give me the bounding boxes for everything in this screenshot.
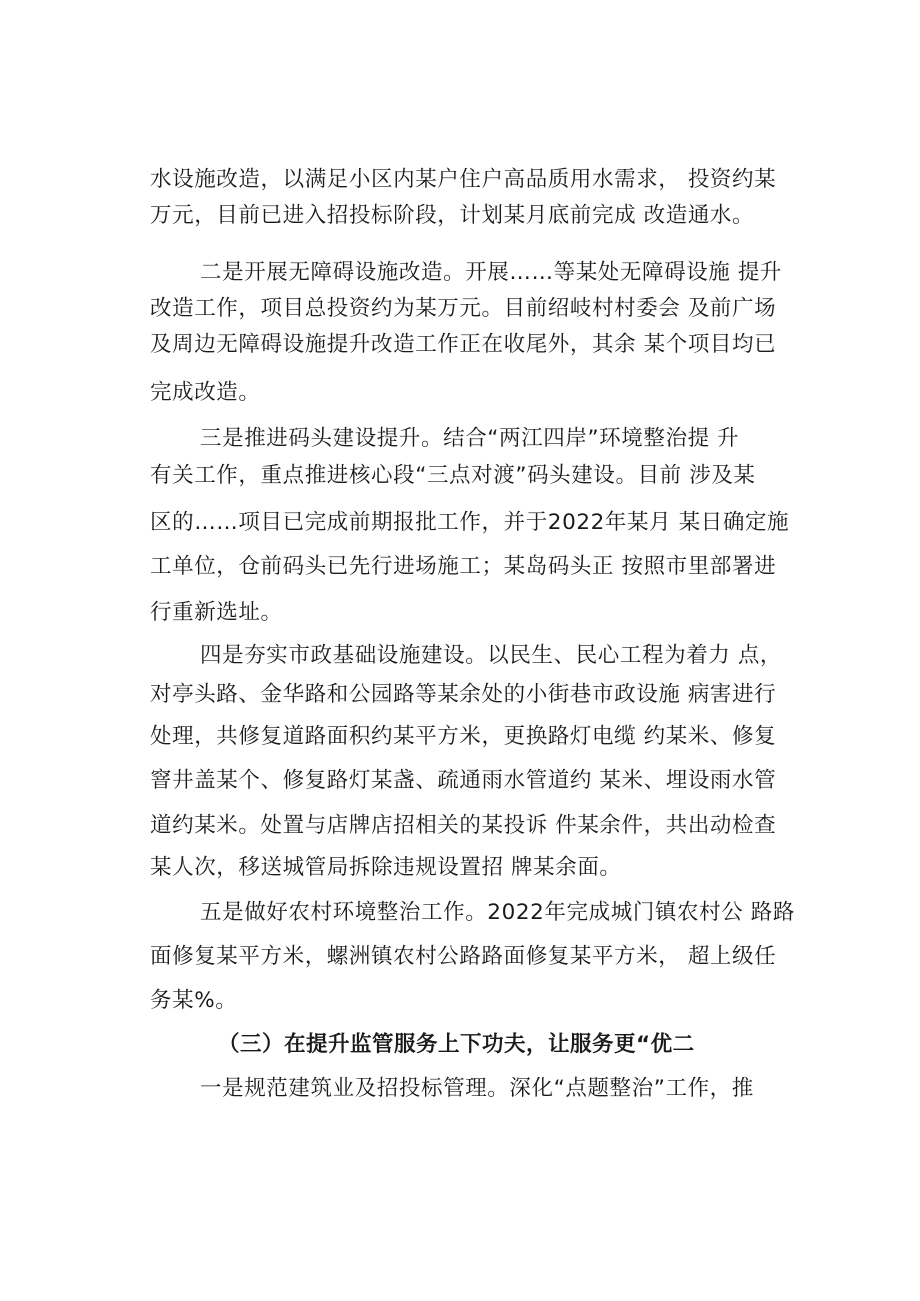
- text-line: 处理，共修复道路面积约某平方米，更换路灯电缆 约某米、修复: [150, 724, 777, 749]
- text-line: 道约某米。处置与店牌店招相关的某投诉 件某余件，共出动检查: [150, 813, 777, 838]
- text-line: 完成改造。: [150, 380, 261, 405]
- text-line: 改造工作，项目总投资约为某万元。目前绍岐村村委会 及前广场: [150, 296, 777, 321]
- paragraph-start-line: 一是规范建筑业及招投标管理。深化“点题整治”工作，推: [200, 1076, 754, 1101]
- text-line: 万元，目前已进入招投标阶段，计划某月底前完成 改造通水。: [150, 203, 755, 228]
- text-line: 区的……项目已完成前期报批工作，并于2022年某月 某日确定施: [150, 510, 790, 535]
- text-line: 水设施改造，以满足小区内某户住户高品质用水需求， 投资约某: [150, 167, 777, 192]
- text-line: 有关工作，重点推进核心段“三点对渡”码头建设。目前 涉及某: [150, 463, 756, 488]
- text-line: 窨井盖某个、修复路灯某盏、疏通雨水管道约 某米、埋设雨水管: [150, 768, 777, 793]
- paragraph-start-line: 四是夯实市政基础设施建设。以民生、民心工程为着力 点，: [200, 643, 783, 668]
- paragraph-start-line: 二是开展无障碍设施改造。开展……等某处无障碍设施 提升: [200, 260, 783, 285]
- paragraph-start-line: 三是推进码头建设提升。结合“两江四岸”环境整治提 升: [200, 426, 740, 451]
- text-line: 工单位，仓前码头已先行进场施工；某岛码头正 按照市里部署进: [150, 554, 777, 579]
- text-line: 行重新选址。: [150, 600, 283, 625]
- text-line: 某人次，移送城管局拆除违规设置招 牌某余面。: [150, 855, 622, 880]
- text-line: 面修复某平方米，螺洲镇农村公路路面修复某平方米， 超上级任: [150, 944, 777, 969]
- section-heading: （三）在提升监管服务上下功夫，让服务更“优二: [218, 1032, 695, 1057]
- text-line: 务某%。: [150, 988, 238, 1013]
- text-line: 对亭头路、金华路和公园路等某余处的小街巷市政设施 病害进行: [150, 682, 777, 707]
- text-line: 及周边无障碍设施提升改造工作正在收尾外，其余 某个项目均已: [150, 332, 777, 357]
- paragraph-start-line: 五是做好农村环境整治工作。2022年完成城门镇农村公 路路: [200, 900, 795, 925]
